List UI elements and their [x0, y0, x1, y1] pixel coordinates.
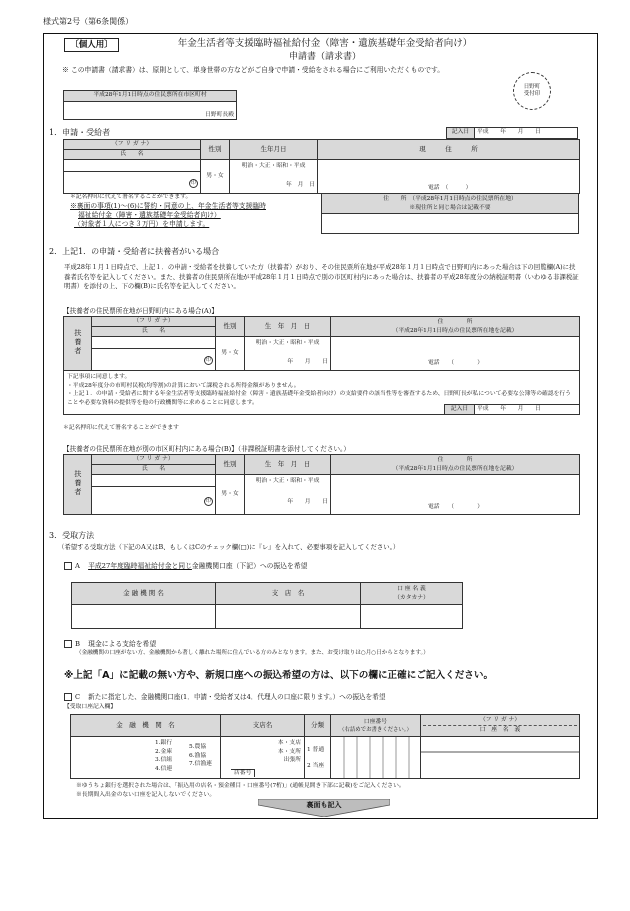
- s2-a-table: [63, 316, 580, 415]
- seal-icon: 印: [190, 179, 196, 186]
- option-a-text: 金融機関口座（下記）への振込を希望: [191, 562, 308, 570]
- reception-stamp: [513, 72, 551, 110]
- option-a-holder-title: 口 座 名 義: [397, 585, 426, 592]
- s1-note3: 福祉給付金（障害・遺族基礎年金受給者向け）: [78, 211, 221, 219]
- s2-a-consent: [64, 371, 580, 415]
- c-branch-types: [278, 739, 301, 765]
- municipality-label: 平成28年1月1日時点の住民票所在市区町村: [64, 91, 237, 102]
- s2-a-furigana-label: （フ リ ガ ナ）: [92, 317, 216, 327]
- s2-paragraph: 平成28年１月１日時点で、上記１．の申請・受給者を扶養していた方（扶養者）がおり、その住民票所在地が平成28年１月１日時点で日野町内にあった場合は下の回覧欄(A)に扶養者氏名等を記入してください。また、扶養者の住民票所在地が平成28年１月１日時点で別の市区町村内にあった場合は、扶養者の平成28年度分の納税証明書（いわゆる非課税証明書）を添付の上、下の欄(B)に氏名等を記入してください。: [64, 263, 579, 290]
- bank-type-7[interactable]: 7.信漁連: [189, 761, 212, 767]
- s2-b-furigana-label: （フ リ ガ ナ）: [92, 455, 216, 465]
- s2-b-fuyo: 扶養者: [64, 455, 92, 515]
- s1-furigana-label: （フ リ ガ ナ）: [64, 140, 201, 150]
- badge: 〔個人用〕: [64, 38, 119, 52]
- option-a[interactable]: [64, 562, 307, 570]
- c-branch-number[interactable]: 店番号: [231, 769, 255, 777]
- c-bank-types-b: [189, 743, 212, 769]
- s1-notes: [70, 193, 310, 229]
- s1-note4: （対象者１人につき３万円）を申請します。: [74, 220, 210, 228]
- c-holder-label: [421, 715, 580, 737]
- s1-address2-label: 住 所 （平成28年1月1日時点の住民票所在地）: [383, 195, 517, 202]
- s3-paragraph: （希望する受取方法（下記のA又はB、もしくはCのチェック欄(□)に『レ』を入れて、必要事項を記入してください。）: [58, 543, 400, 551]
- c-notes: [76, 782, 576, 800]
- c-holder-input[interactable]: [421, 737, 580, 779]
- branch-type-1[interactable]: 本・支店: [277, 740, 301, 746]
- s2-consent1: 下記事項に同意します。: [67, 374, 131, 380]
- s1-tel: 電話 （ ）: [428, 184, 472, 191]
- s2-consent2: ・平成28年度分の市町村民税(均等割)の計算において課税される所得金額がありません。: [67, 382, 300, 389]
- stamp-line2: 受付印: [523, 91, 541, 97]
- s2-heading: 2．上記1．の申請・受給者に扶養者がいる場合: [49, 247, 220, 256]
- option-a-holder-sub: （カタカナ）: [394, 594, 429, 601]
- s2-a-tel: 電話 （ ）: [428, 359, 484, 366]
- s2-a-name-label: 氏 名: [92, 327, 216, 337]
- s1-address-label: 現 住 所: [318, 140, 580, 160]
- s2-b-tel: 電話 （ ）: [428, 503, 484, 510]
- s2-a-furigana-input[interactable]: [92, 337, 216, 349]
- s1-address2-input[interactable]: [322, 214, 579, 234]
- s2-b-name-label: 氏 名: [92, 465, 216, 475]
- option-a-bank-input[interactable]: [72, 605, 216, 629]
- s1-note1: ＊記名押印に代えて署名することができます。: [70, 194, 192, 200]
- s2-a-address-input[interactable]: [331, 337, 580, 371]
- option-c-label: C: [75, 693, 81, 701]
- option-b-label: B: [75, 640, 80, 648]
- option-c-title: 【受取口座記入欄】: [64, 704, 117, 710]
- option-b[interactable]: [64, 640, 156, 648]
- s2-b-sex-label: 性別: [216, 455, 245, 475]
- s1-name-input[interactable]: [64, 172, 201, 194]
- c-account-input[interactable]: [331, 737, 421, 779]
- c-note2: ※長期間入出金のない口座を記入しないでください。: [76, 792, 216, 798]
- option-b-checkbox[interactable]: [64, 640, 72, 648]
- c-kind-label: 分類: [305, 715, 331, 737]
- s1-ymd: 年 月 日: [286, 182, 315, 189]
- c-account-title: 口座番号: [363, 718, 388, 725]
- c-kind-input[interactable]: [305, 737, 331, 779]
- s2-a-address-title: 住 所: [437, 318, 473, 325]
- option-a-holder-input[interactable]: [361, 605, 463, 629]
- bank-type-3[interactable]: 3.信組: [155, 757, 173, 763]
- s1-date-label: 記入日: [447, 128, 475, 139]
- s2-b-furigana-input[interactable]: [92, 475, 216, 487]
- s2-a-name-input[interactable]: [92, 349, 216, 371]
- s2-b-sex-value[interactable]: 男・女: [216, 475, 245, 515]
- option-b-note: （金融機関の口座がない方、金融機関から著しく離れた場所に住んでいる方のみとなります。また、お受け取りは○月○日からとなります。）: [76, 650, 429, 656]
- c-bank-input[interactable]: [71, 737, 221, 779]
- option-a-branch-label: 支 店 名: [216, 583, 361, 605]
- branch-type-2[interactable]: 本・支所: [277, 748, 301, 755]
- option-c-table: [70, 714, 580, 779]
- c-bank-label: 金 融 機 関 名: [71, 715, 221, 737]
- stamp-line1: 日野町: [523, 84, 541, 90]
- notice: ※上記「A」に記載の無い方や、新規口座への振込希望の方は、以下の欄に正確にご記入ください。: [64, 670, 494, 681]
- s2-date-value[interactable]: 平成 年 月 日: [475, 405, 580, 415]
- s2-b-era: 明治・大正・昭和・平成: [255, 478, 320, 484]
- s2-b-title: 【扶養者の住民票所在地が別の市区町村内にある場合(B)】（非課税証明書を添付してください。）: [63, 445, 350, 453]
- s2-consent3: ・上記１．の申請・受給者に関する年金生活者等支援臨時福祉給付金（障害・遺族基礎年金受給者向け）の支給要件の該当性等を審査するため、日野町長が私について必要な公簿等の確認を行うことや必要な資料の提供等を他の行政機関等に求めることに同意します。: [67, 391, 571, 406]
- s1-furigana-input[interactable]: [64, 160, 201, 172]
- option-a-branch-input[interactable]: [216, 605, 361, 629]
- c-branch-input[interactable]: [221, 737, 305, 779]
- s1-note2: ※裏面の事項(1)〜(6)に誓約・同意の上、年金生活者等支援臨時: [70, 202, 266, 210]
- s2-a-sex-value[interactable]: 男・女: [216, 337, 245, 371]
- c-branch-label: 支店名: [221, 715, 305, 737]
- kind-ordinary[interactable]: 1 普通: [307, 746, 325, 753]
- option-a-table: [71, 582, 463, 629]
- s1-name-label: 氏 名: [64, 150, 201, 160]
- s2-a-birth-label: 生 年 月 日: [245, 317, 331, 337]
- option-c-text: 新たに指定した、金融機関口座(1．申請・受給者又は4．代理人の口座に限ります。）への振込を希望: [88, 693, 386, 701]
- s2-a-address-sub: （平成28年1月1日時点の住民票所在地を記載）: [392, 327, 518, 334]
- s2-a-ymd: 年 月 日: [287, 359, 328, 366]
- s2-b-address-label: [331, 455, 580, 475]
- municipality-addressee[interactable]: 日野町長殿: [64, 102, 237, 120]
- bank-type-2[interactable]: 2.金庫: [155, 748, 173, 755]
- c-note1: ※ゆうちょ銀行を選択された場合は、「振込用の店名・預金種目・口座番号(7桁)」(通帳見開き下部に記載)をご記入ください。: [76, 783, 405, 789]
- s1-birth-value[interactable]: [230, 160, 318, 194]
- option-a-bank-label: 金 融 機 関 名: [72, 583, 216, 605]
- s2-a-address-label: [331, 317, 580, 337]
- s1-birth-label: 生年月日: [230, 140, 318, 160]
- s1-era: 明治・大正・昭和・平成: [241, 163, 306, 169]
- s1-address2-header: [322, 194, 579, 214]
- seal-icon: 印: [205, 356, 211, 363]
- bank-type-1[interactable]: 1.銀行: [155, 740, 173, 746]
- option-c[interactable]: [64, 693, 385, 701]
- s1-address-input[interactable]: [318, 160, 580, 194]
- seal-icon: 印: [205, 497, 211, 504]
- c-holder-title: 口 座 名 義: [479, 727, 521, 733]
- s2-a-birth-value[interactable]: [245, 337, 331, 371]
- s2-b-address-title: 住 所: [437, 456, 473, 463]
- branch-type-3[interactable]: 出張所: [283, 757, 301, 763]
- s1-heading: 1．申請・受給者: [49, 128, 111, 137]
- s2-b-ymd: 年 月 日: [287, 499, 328, 506]
- option-b-text: 現金による支給を希望: [88, 640, 157, 648]
- bank-type-6[interactable]: 6.漁協: [189, 752, 207, 759]
- s2-b-birth-label: 生 年 月 日: [245, 455, 331, 475]
- form-id: 様式第2号（第6条関係）: [43, 17, 134, 26]
- s3-heading: 3．受取方法: [49, 531, 95, 540]
- s2-a-fuyo: 扶養者: [64, 317, 92, 371]
- s2-b-address-input[interactable]: [331, 475, 580, 515]
- option-a-text-underlined: 平成27年度臨時福祉給付金と同じ: [88, 562, 192, 570]
- s2-a-note: ＊記名押印に代えて署名することができます: [63, 425, 179, 431]
- form-subtitle: 申請書（請求書）: [288, 52, 361, 62]
- c-account-sub: （右詰めでお書きください。）: [339, 726, 412, 733]
- s1-table: [63, 139, 580, 194]
- s2-a-title: 【扶養者の住民票所在地が日野町内にある場合(A)】: [63, 307, 218, 315]
- kind-current[interactable]: 2 当座: [307, 762, 325, 769]
- s1-address2: [321, 193, 579, 234]
- c-holder-furigana: （フ リ ガ ナ）: [423, 716, 577, 726]
- option-a-holder-label: [361, 583, 463, 605]
- s2-a-date: [444, 404, 580, 415]
- footer-text: 裏面も記入: [306, 800, 342, 809]
- s2-b-table: [63, 454, 580, 515]
- s2-b-address-sub: （平成28年1月1日時点の住民票所在地を記載）: [392, 465, 518, 472]
- s2-b-birth-value[interactable]: [245, 475, 331, 515]
- top-note: ※ この申請書（請求書）は、原則として、単身世帯の方などがご自身で申請・受給をされる場合にご利用いただくものです。: [62, 66, 445, 74]
- s1-sex-value[interactable]: 男・女: [201, 160, 230, 194]
- option-c-checkbox[interactable]: [64, 693, 72, 701]
- c-account-label: [331, 715, 421, 737]
- option-a-label: A: [75, 562, 80, 570]
- s1-address2-note: ※現住所と同じ場合は記載不要: [409, 204, 491, 211]
- bank-type-5[interactable]: 5.農協: [189, 744, 207, 750]
- bank-type-4[interactable]: 4.信連: [155, 765, 173, 772]
- s2-b-name-input[interactable]: [92, 487, 216, 515]
- s2-a-sex-label: 性別: [216, 317, 245, 337]
- s1-sex-label: 性別: [201, 140, 230, 160]
- c-bank-types-a: [155, 739, 172, 773]
- s2-date-label: 記入日: [445, 405, 475, 415]
- s1-date: [446, 127, 578, 139]
- s1-date-value[interactable]: 平成 年 月 日: [475, 128, 578, 139]
- municipality-box: [63, 90, 237, 120]
- s2-a-era: 明治・大正・昭和・平成: [255, 340, 320, 346]
- option-a-checkbox[interactable]: [64, 562, 72, 570]
- form-title: 年金生活者等支援臨時福祉給付金（障害・遺族基礎年金受給者向け）: [177, 38, 473, 49]
